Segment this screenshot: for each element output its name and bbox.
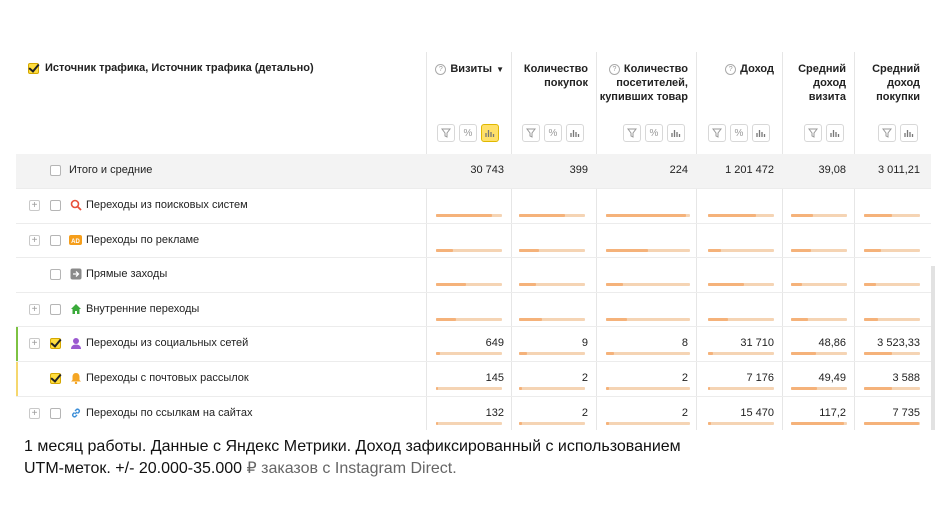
share-bar [436,422,502,425]
share-bar [519,422,585,425]
cell-value-visits: 132 [485,406,504,419]
filter-icon[interactable] [708,124,726,142]
caption-line-2-rest: ₽ заказов с Instagram Direct. [246,460,457,477]
share-bar [606,283,690,286]
column-header-label: Визиты [450,63,493,75]
cell-value-purchases: 2 [581,406,588,419]
table-row[interactable] [16,188,931,222]
cell-value-avg_purchase: 3 588 [892,372,920,384]
table-row[interactable] [16,326,931,360]
share-bar [436,283,502,286]
share-bar [708,283,774,286]
share-bar-fill [606,283,623,286]
column-header-avg_visit[interactable] [776,62,846,104]
caption-line-1: 1 месяц работы. Данные с Яндекс Метрики. Доход зафиксированный с использованием [24,438,681,455]
cell-value-revenue: 1 201 472 [725,164,774,176]
share-bar-fill [864,318,878,321]
column-header-label: Средний доход визита [798,63,846,103]
share-bar-fill [708,422,711,425]
chart-icon[interactable] [481,124,499,142]
help-icon[interactable]: ? [609,64,620,75]
share-bar-fill [436,283,466,286]
share-bar [606,422,690,425]
row-label: Переходы с почтовых рассылок [86,372,249,384]
share-bar-fill [864,249,881,252]
svg-text:AD: AD [71,238,80,245]
share-bar-fill [436,318,456,321]
caption-line-2 [24,458,681,480]
share-bar-fill [708,387,710,390]
row-label: Переходы из социальных сетей [86,337,249,350]
chart-icon[interactable] [752,124,770,142]
share-bar-fill [864,283,876,286]
percent-icon[interactable]: % [459,124,477,142]
share-bar [606,318,690,321]
share-bar [436,318,502,321]
share-bar [708,318,774,321]
totals-row[interactable] [16,154,931,188]
row-color-marker [16,327,18,361]
share-bar-fill [519,318,542,321]
link-icon [69,407,82,420]
column-header-label: Доход [740,63,774,75]
filter-icon[interactable] [522,124,540,142]
cell-value-visits: 649 [485,337,504,350]
magnifier-icon [69,199,82,212]
cell-value-avg_purchase: 3 523,33 [877,337,920,350]
row-checkbox[interactable] [50,304,61,315]
cell-value-revenue: 31 710 [740,337,774,350]
share-bar [864,283,920,286]
row-checkbox[interactable] [50,235,61,246]
share-bar [864,422,920,425]
share-bar-fill [519,214,565,217]
expand-icon[interactable]: + [29,304,40,315]
help-icon[interactable]: ? [435,64,446,75]
share-bar [436,352,502,355]
expand-icon[interactable]: + [29,235,40,246]
share-bar-fill [864,214,892,217]
row-checkbox[interactable] [50,165,61,176]
share-bar-fill [436,214,492,217]
share-bar-fill [791,283,802,286]
expand-icon[interactable]: + [29,338,40,349]
cell-value-avg_visit: 49,49 [818,372,846,384]
column-tools [623,124,685,142]
scrollbar[interactable] [931,266,935,430]
column-header-label: Средний доход покупки [872,63,920,103]
share-bar [791,387,847,390]
share-bar [864,214,920,217]
share-bar [708,422,774,425]
percent-icon[interactable]: % [544,124,562,142]
share-bar [864,387,920,390]
column-tools [522,124,584,142]
column-header-purchases[interactable] [518,62,588,90]
share-bar [791,249,847,252]
cell-value-purchases: 399 [569,164,588,176]
share-bar [519,249,585,252]
share-bar [606,214,690,217]
share-bar-fill [708,249,721,252]
row-label: Переходы из поисковых систем [86,199,248,211]
row-checkbox[interactable] [50,408,61,419]
filter-icon[interactable] [804,124,822,142]
user-icon [69,337,82,350]
share-bar [708,352,774,355]
cell-value-revenue: 15 470 [740,406,774,419]
share-bar-fill [791,249,811,252]
cell-value-avg_visit: 39,08 [818,164,846,176]
table-row[interactable] [16,257,931,291]
share-bar [519,352,585,355]
share-bar-fill [519,387,522,390]
share-bar [519,214,585,217]
share-bar [864,249,920,252]
cell-value-buyers: 8 [681,337,688,350]
share-bar-fill [436,422,438,425]
row-label: Переходы по ссылкам на сайтах [86,406,253,419]
share-bar-fill [791,352,816,355]
share-bar-fill [606,352,614,355]
column-tools [804,124,844,142]
dimension-title-label: Источник трафика, Источник трафика (детально) [45,62,314,74]
expand-icon[interactable]: + [29,200,40,211]
row-checkbox[interactable] [50,338,61,349]
share-bar-fill [791,214,813,217]
column-tools [437,124,499,142]
cell-value-visits: 30 743 [470,164,504,176]
help-icon[interactable]: ? [725,64,736,75]
share-bar [791,214,847,217]
share-bar-fill [606,318,627,321]
row-label: Переходы по рекламе [86,233,200,246]
share-bar [791,352,847,355]
dimension-title[interactable] [28,62,314,74]
table-row[interactable] [16,361,931,395]
column-header-avg_purchase[interactable] [850,62,920,104]
chart-icon[interactable] [667,124,685,142]
share-bar [864,352,920,355]
share-bar-fill [606,422,609,425]
chart-icon[interactable] [826,124,844,142]
select-all-checkbox[interactable] [28,63,39,74]
cell-value-purchases: 2 [581,372,588,384]
caption-line-2-start: UTM-меток. +/- 20.000-35.000 [24,460,247,477]
share-bar-fill [791,422,844,425]
share-bar [708,214,774,217]
share-bar-fill [864,352,892,355]
share-bar-fill [708,318,728,321]
share-bar [519,318,585,321]
column-header-revenue[interactable] [704,62,774,76]
cell-value-avg_purchase: 7 735 [892,406,920,419]
share-bar [519,283,585,286]
row-label: Внутренние переходы [86,302,200,315]
sort-desc-icon[interactable]: ▼ [496,65,504,74]
share-bar-fill [519,352,527,355]
row-checkbox[interactable] [50,373,61,384]
column-header-label: Количество покупок [523,63,588,89]
share-bar [708,249,774,252]
share-bar-fill [708,214,756,217]
percent-icon[interactable]: % [645,124,663,142]
share-bar-fill [708,283,744,286]
cell-value-buyers: 2 [681,406,688,419]
filter-icon[interactable] [878,124,896,142]
filter-icon[interactable] [623,124,641,142]
share-bar-fill [864,422,919,425]
bell-icon [69,372,82,385]
chart-icon[interactable] [566,124,584,142]
house-icon [69,303,82,316]
report-table [16,52,931,430]
share-bar [708,387,774,390]
share-bar [606,249,690,252]
column-header-label: Количество посетителей, купивших товар [599,63,688,103]
share-bar [606,387,690,390]
share-bar-fill [519,249,539,252]
cell-value-avg_purchase: 3 011,21 [877,164,920,176]
ad-icon [69,234,82,247]
share-bar [519,387,585,390]
share-bar [791,283,847,286]
chart-icon[interactable] [900,124,918,142]
share-bar [791,422,847,425]
share-bar-fill [791,387,817,390]
share-bar [864,318,920,321]
cell-value-buyers: 2 [681,372,688,384]
row-checkbox[interactable] [50,200,61,211]
share-bar [791,318,847,321]
row-label: Прямые заходы [86,268,168,281]
share-bar-fill [519,283,536,286]
table-row[interactable] [16,396,931,430]
row-checkbox[interactable] [50,269,61,280]
cell-value-visits: 145 [485,372,504,384]
filter-icon[interactable] [437,124,455,142]
caption [24,436,681,480]
table-row[interactable] [16,223,931,257]
share-bar [436,387,502,390]
column-tools [878,124,918,142]
share-bar-fill [436,387,438,390]
share-bar-fill [519,422,522,425]
share-bar-fill [864,387,892,390]
row-color-marker [16,362,18,396]
column-header-visits[interactable] [414,62,504,77]
share-bar [436,249,502,252]
table-row[interactable] [16,292,931,326]
column-tools [708,124,770,142]
cell-value-purchases: 9 [581,337,588,350]
expand-icon[interactable]: + [29,408,40,419]
share-bar [606,352,690,355]
share-bar [436,214,502,217]
percent-icon[interactable]: % [730,124,748,142]
cell-value-buyers: 224 [669,164,688,176]
share-bar-fill [606,387,609,390]
cell-value-avg_visit: 48,86 [818,337,846,350]
share-bar-fill [708,352,713,355]
row-label: Итого и средние [69,164,153,176]
share-bar-fill [606,214,686,217]
share-bar-fill [436,352,440,355]
cell-value-avg_visit: 117,2 [819,406,846,419]
share-bar-fill [436,249,453,252]
arrow-right-icon [69,268,82,281]
share-bar-fill [606,249,648,252]
column-header-buyers[interactable] [598,62,688,104]
cell-value-revenue: 7 176 [746,372,774,384]
share-bar-fill [791,318,808,321]
